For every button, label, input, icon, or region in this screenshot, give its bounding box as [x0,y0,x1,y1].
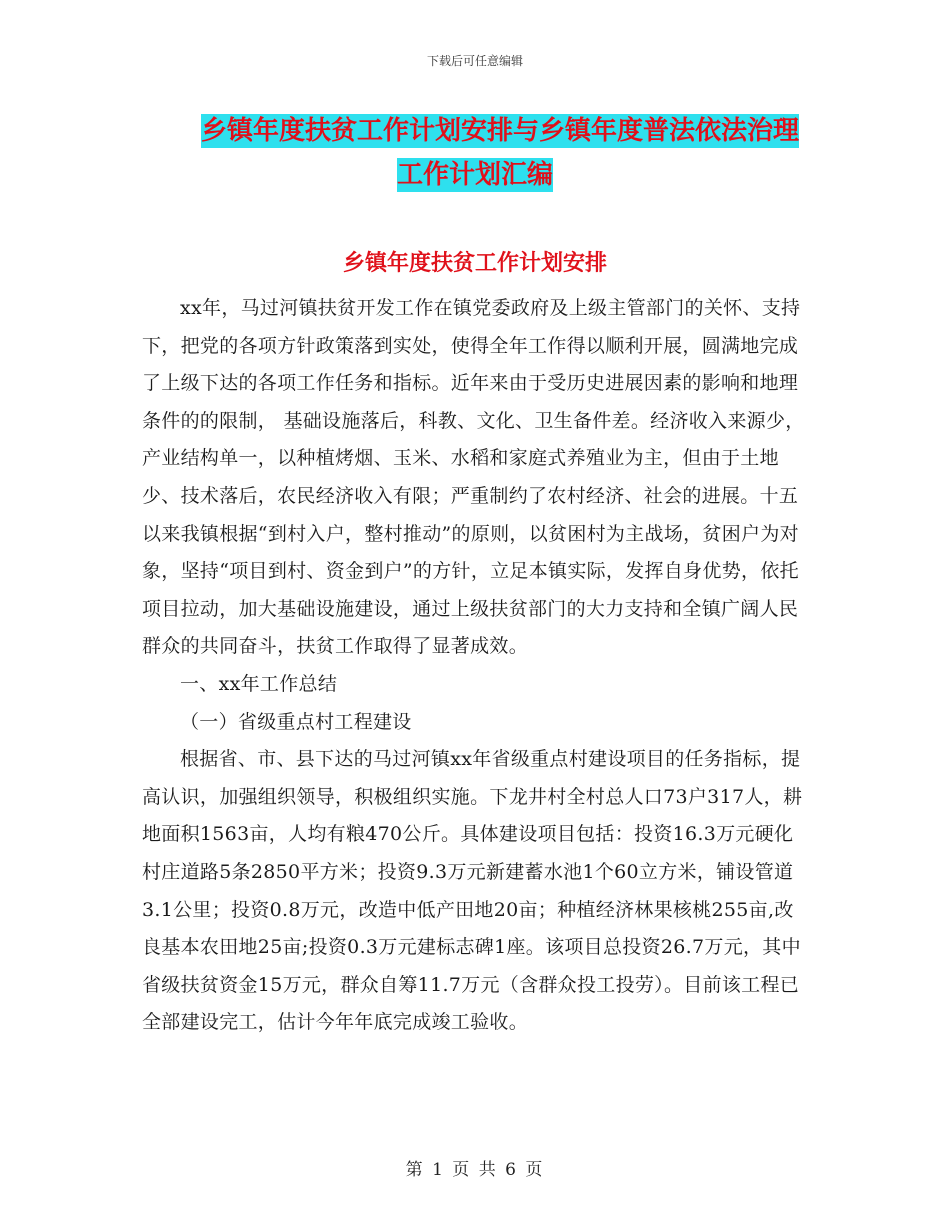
body-text [142,290,810,1042]
heading-summary: 一、xx年工作总结 [180,672,338,695]
document-title-line-2: 工作计划汇编 [396,160,553,190]
paragraph-project: 根据省、市、县下达的马过河镇xx年省级重点村建设项目的任务指标，提高认识，加强组织领导，积极组织实施。下龙井村全村总人口73户317人，耕地面积1563亩，人均有粮470公斤。具体建设项目包括：投资16.3万元硬化村庄道路5条2850平方米；投资9.3万元新建蓄水池1个60立方米，铺设管道3.1公里；投资0.8万元，改造中低产田地20亩；种植经济林果核桃255亩,改良基本农田地25亩;投资0.3万元建标志碑1座。该项目总投资26.7万元，其中省级扶贫资金15万元，群众自筹11.7万元（含群众投工投劳）。目前该工程已全部建设完工，估计今年年底完成竣工验收。 [142,748,803,1034]
heading-subsection-1: （一）省级重点村工程建设 [180,710,412,733]
paragraph-intro: xx年，马过河镇扶贫开发工作在镇党委政府及上级主管部门的关怀、支持下，把党的各项方针政策落到实处，使得全年工作得以顺利开展，圆满地完成了上级下达的各项工作任务和指标。近年来由于受历史进展因素的影响和地理条件的的限制， 基础设施落后，科教、文化、卫生备件差。经济收入来源少，产业结构单一，以种植烤烟、玉米、水稻和家庭式养殖业为主，但由于土地少、技术落后，农民经济收入有限；严重制约了农村经济、社会的进展。十五以来我镇根据“到村入户，整村推动”的原则，以贫困村为主战场，贫困户为对象，坚持“项目到村、资金到户”的方针，立足本镇实际，发挥自身优势，依托项目拉动，加大基础设施建设，通过上级扶贫部门的大力支持和全镇广阔人民群众的共同奋斗，扶贫工作取得了显著成效。 [142,297,805,658]
document-title [0,109,950,197]
header-note: 下载后可任意编辑 [426,54,523,68]
document-title-line-1: 乡镇年度扶贫工作计划安排与乡镇年度普法依法治理 [200,116,799,146]
section-title: 乡镇年度扶贫工作计划安排 [342,251,607,276]
page-footer: 第 1 页 共 6 页 [405,1160,545,1180]
